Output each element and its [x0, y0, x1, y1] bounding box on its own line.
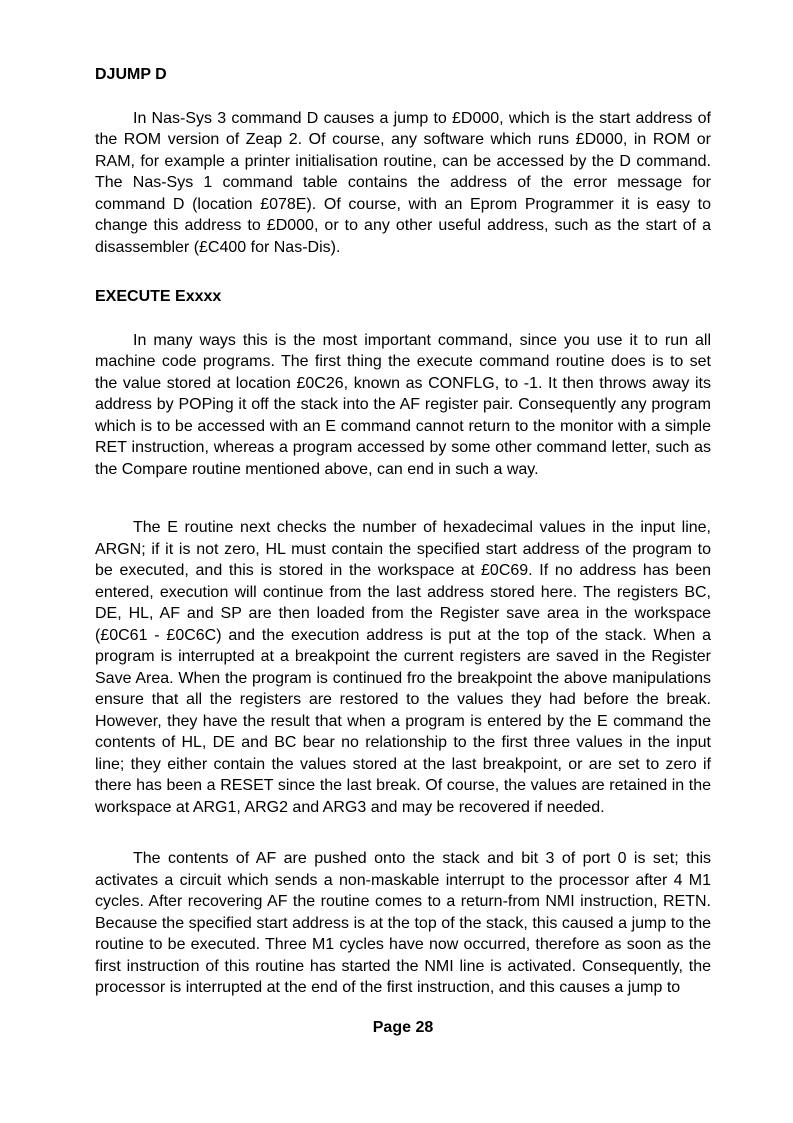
- paragraph-execute-1: In many ways this is the most important command, since you use it to run all machine code programs. The first thing the execute command routine does is to set the value stored at location £0C26, known as CONFLG, to -1. It then throws away its address by POPing it off the stack into the AF register pair. Consequently any program which is to be accessed with an E command cannot return to the monitor with a simple RET instruction, whereas a program accessed by some other command letter, such as the Compare routine mentioned above, can end in such a way.: [95, 331, 711, 478]
- section-heading-execute: EXECUTE Exxxx: [95, 288, 222, 305]
- section-heading-djump: DJUMP D: [95, 66, 167, 83]
- paragraph-djump-1: In Nas-Sys 3 command D causes a jump to £D000, which is the start address of the ROM version of Zeap 2. Of course, any software which runs £D000, in ROM or RAM, for example a printer initialisation routine, can be accessed by the D command. The Nas-Sys 1 command table contains the address of the error message for command D (location £078E). Of course, with an Eprom Programmer it is easy to change this address to £D000, or to any other useful address, such as the start of a disassembler (£C400 for Nas-Dis).: [95, 109, 711, 256]
- paragraph-execute-2: The E routine next checks the number of hexadecimal values in the input line, ARGN; if it is not zero, HL must contain the specified start address of the program to be executed, and this is stored in the workspace at £0C69. If no address has been entered, execution will continue from the last address stored here. The registers BC, DE, HL, AF and SP are then loaded from the Register save area in the workspace (£0C61 - £0C6C) and the execution address is put at the top of the stack. When a program is interrupted at a breakpoint the current registers are saved in the Register Save Area. When the program is continued fro the breakpoint the above manipulations ensure that all the registers are restored to the values they had before the break. However, they have the result that when a program is entered by the E command the contents of HL, DE and BC bear no relationship to the first three values in the input line; they either contain the values stored at the last breakpoint, or are set to zero if there has been a RESET since the last break. Of course, the values are retained in the workspace at ARG1, ARG2 and ARG3 and may be recovered if needed.: [95, 519, 711, 816]
- page-number: Page 28: [372, 1018, 434, 1036]
- paragraph-execute-3: The contents of AF are pushed onto the stack and bit 3 of port 0 is set; this activates a circuit which sends a non-maskable interrupt to the processor after 4 M1 cycles. After recovering AF the routine comes to a return-from NMI instruction, RETN. Because the specified start address is at the top of the stack, this caused a jump to the routine to be executed. Three M1 cycles have now occurred, therefore as soon as the first instruction of this routine has started the NMI line is activated. Consequently, the processor is interrupted at the end of the first instruction, and this causes a jump to: [95, 850, 711, 996]
